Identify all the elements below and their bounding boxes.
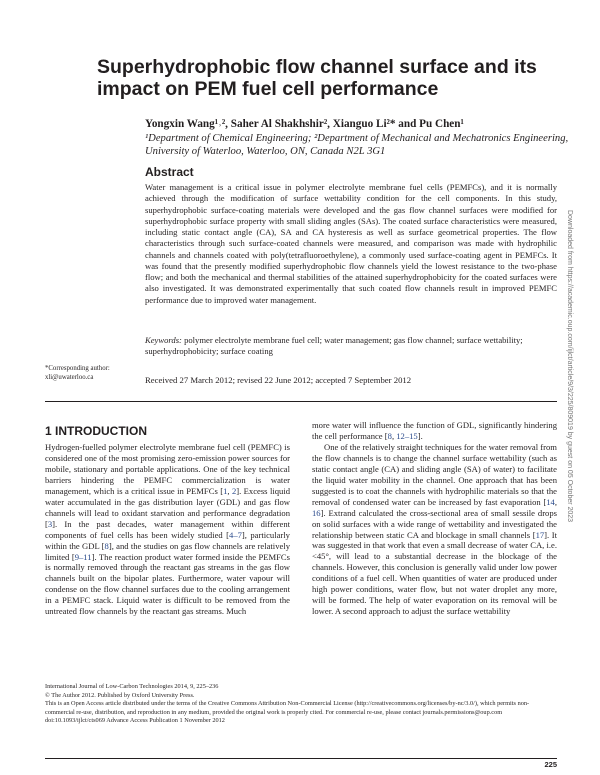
text-run: ]. Extrand calculated the cross-sectional area of small sessile drops on solid surfaces with a wide range of wettability and investigated the relationship between static CA and blockage in small channels [ xyxy=(312,507,557,540)
citation-link[interactable]: 1 xyxy=(223,485,228,496)
citation-link[interactable]: 14 xyxy=(546,496,555,507)
text-run: ], particularly within the GDL [ xyxy=(45,529,290,551)
intro-paragraph-3: One of the relatively straight techniques for the water removal from the flow channels is to change the channel surface wettability (such as static contact angle (CA) and sliding angle (SA) of water) to facilitate the liquid water mobility in the channel. One approach that has been suggested is to coat the channels with hydrophilic materials so that the removal of condensed water can be increased by fast evaporation [14, 16]. Extrand calculated the cross-sectional area of small sessile drops on solid surfaces with a wide range of wettability and investigated the relationship between static CA and blockage in small channels [17]. It was suggested in that work that even a small decrease of water CA, i.e. <45°, will lead to a substantial decrease in the blockage of the channels. However, this conclusion is generally valid under low power conditions of a fuel cell. When quantities of water are produced under high power conditions, water flow, but not water droplet any more, will be formed. The help of water evaporation on its removal will be lower. A second approach to adjust the surface wettability xyxy=(312,441,557,617)
text-run: ]. In the past decades, water management within different components of fuel cells has been widely studied [ xyxy=(45,518,290,540)
citation-link[interactable]: 2 xyxy=(231,485,237,496)
citation-link[interactable]: 3 xyxy=(47,518,53,529)
section-heading: 1 INTRODUCTION xyxy=(45,424,147,438)
citation-link[interactable]: 17 xyxy=(535,529,545,540)
text-run: One of the relatively straight techniques for the water removal from the flow channels is to change the channel surface wettability (such as static contact angle (CA) and sliding angle (SA) of water) to facilitate the liquid water mobility in the channel. One approach that has been suggested is to coat the channels with hydrophilic materials so that the removal of condensed water can be increased by fast evaporation [ xyxy=(312,441,557,507)
keywords-label: Keywords: xyxy=(145,335,182,345)
received-dates: Received 27 March 2012; revised 22 June 2012; accepted 7 September 2012 xyxy=(145,375,412,385)
citation-link[interactable]: 8 xyxy=(104,540,109,551)
keywords xyxy=(145,335,557,358)
keywords-text: polymer electrolyte membrane fuel cell; water management; gas flow channel; surface wettability; superhydrophobicity; surface coating xyxy=(145,335,523,357)
text-run: ]. It was suggested in that work that even a small decrease of water CA, i.e. <45°, will lead to a substantial decrease in the blockage of the channels. However, this conclusion is generally valid under low power conditions of a fuel cell. When quantities of water are produced under high power conditions, water flow, but not water droplet any more, will be formed. The help of water evaporation on its removal will be lower. A second approach to adjust the surface wettability xyxy=(312,529,557,617)
citation-link[interactable]: 16 xyxy=(312,507,321,518)
text-run: ]. Excess liquid water accumulated in the gas distribution layer (GDL) and gas flow channels will lead to oxidant starvation and performance degradation [ xyxy=(45,485,290,529)
text-run: more water will influence the function of GDL, significantly hindering the cell performance [ xyxy=(312,420,557,441)
page-footer xyxy=(45,683,557,726)
corresponding-label: *Corresponding author: xyxy=(45,365,110,372)
intro-paragraph-2: more water will influence the function of GDL, significantly hindering the cell performance [8, 12–15]. xyxy=(312,420,557,441)
column-right xyxy=(312,420,557,617)
abstract-text: Water management is a critical issue in polymer electrolyte membrane fuel cells (PEMFCs), and it is normally achieved through the modification of surface wettability condition for the cell components. In this study, superhydrophobic surface-coating materials were developed and the gas flow channel surfaces were modified for superhydrophobic surface property with small sliding angles (SAs). The coated surface characteristics were measured, including static contact angle (CA), SA and CA hysteresis as well as surface geometrical properties. The flow characteristics through such surface-coated channels were measured, and comparison was made with hydrophilic channels and channels coated with poly(tetrafluoroethylene), a commonly used surface-coating agent in PEMFCs. It was found that the presently modified superhydrophobic flow channels yield the lowest resistance to the two-phase flow; and both the mechanical and thermal stabilities of the attained superhydrophobicity for the coated surfaces were also investigated. It was demonstrated experimentally that such coated flow channels result in improved PEMFC performance due to improved water management. xyxy=(145,182,557,305)
footer-divider xyxy=(45,758,557,759)
citation-link[interactable]: 4–7 xyxy=(229,529,242,540)
text-run: Hydrogen-fuelled polymer electrolyte membrane fuel cell (PEMFC) is considered one of the most promising zero-emission power sources for mobile, stationary and portable applications. One of the key technical barriers hindering the PEMFC commercialization is water management, which is a critical issue in PEMFCs [ xyxy=(45,442,290,496)
download-watermark: Downloaded from https://academic.oup.com/ijlct/article/9/3/225/809019 by guest on 05 October 2023 xyxy=(566,210,573,523)
corresponding-author xyxy=(45,364,140,382)
text-run: ]. xyxy=(417,430,423,441)
intro-paragraph-1: Hydrogen-fuelled polymer electrolyte membrane fuel cell (PEMFC) is considered one of the most promising zero-emission power sources for mobile, stationary and portable applications. One of the key technical barriers hindering the PEMFC commercialization is water management, which is a critical issue in PEMFCs [1, 2]. Excess liquid water accumulated in the gas distribution layer (GDL) and gas flow channels will lead to oxidant starvation and performance degradation [3]. In the past decades, water management within different components of fuel cells has been widely studied [4–7], particularly within the GDL [8], and the studies on gas flow channels are relatively limited [9–11]. The reaction product water formed inside the PEMFCs is normally removed through the reactant gas streams in the gas flow channels built on the bipolar plates. Furthermore, water vapour will condense on the flow channel surfaces due to the cooling arrangement in a PEMFC stack. Liquid water is difficult to be removed from the untreated flow channels by the reactant gas streams. Much xyxy=(45,442,291,617)
citation-link[interactable]: 9–11 xyxy=(74,551,92,562)
column-left xyxy=(45,442,290,617)
article-title: Superhydrophobic flow channel surface and its impact on PEM fuel cell performance xyxy=(97,56,537,100)
footer-copyright: © The Author 2012. Published by Oxford University Press. xyxy=(45,691,195,699)
citation-link[interactable]: 8 xyxy=(387,430,392,441)
footer-license: This is an Open Access article distributed under the terms of the Creative Commons Attribution Non-Commercial License (http://creativecommons.org/licenses/by-nc/3.0/), which permits non-commercial re-use, distribution, and reproduction in any medium, provided the original work is properly cited. For commercial re-use, please contact journals.permissions@oup.com xyxy=(45,700,530,716)
author-list: Yongxin Wang¹˒², Saher Al Shakhshir², Xianguo Li²* and Pu Chen¹ xyxy=(145,118,464,130)
abstract-heading: Abstract xyxy=(145,165,194,179)
footer-doi: doi:10.1093/ijlct/cts069 Advance Access Publication 1 November 2012 xyxy=(45,717,225,725)
citation-link[interactable]: 12–15 xyxy=(396,430,418,441)
affiliations: ¹Department of Chemical Engineering; ²Department of Mechanical and Mechatronics Engineering, University of Waterloo, Waterloo, ON, Canada N2L 3G1 xyxy=(145,133,569,158)
footer-journal: International Journal of Low-Carbon Technologies 2014, 9, 225–236 xyxy=(45,683,219,690)
text-run: ], and the studies on gas flow channels are relatively limited [ xyxy=(45,540,290,562)
section-divider xyxy=(45,401,557,402)
corresponding-email[interactable]: xli@uwaterloo.ca xyxy=(45,374,94,381)
page-number: 225 xyxy=(544,760,557,769)
text-run: ]. The reaction product water formed inside the PEMFCs is normally removed through the reactant gas streams in the gas flow channels built on the bipolar plates. Furthermore, water vapour will condense on the flow channel surfaces due to the cooling arrangement in a PEMFC stack. Liquid water is difficult to be removed from the untreated flow channels by the reactant gas streams. Much xyxy=(45,551,291,617)
